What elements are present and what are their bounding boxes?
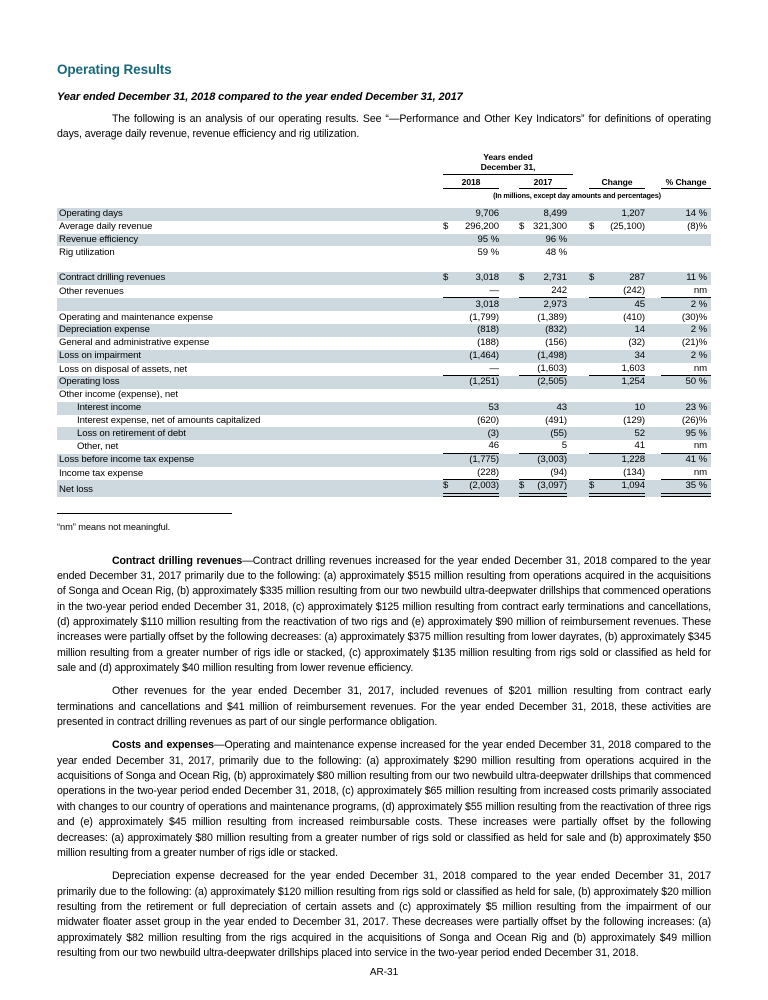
cell-change: 45 bbox=[634, 298, 645, 310]
table-row bbox=[57, 234, 711, 247]
cell-pct-change: nm bbox=[661, 467, 711, 481]
cell-2018: $ (2,003) bbox=[443, 480, 499, 497]
cell-pct-change: 41 % bbox=[685, 454, 707, 466]
row-label: Loss before income tax expense bbox=[59, 454, 195, 466]
table-row bbox=[57, 376, 711, 389]
row-label: Operating and maintenance expense bbox=[59, 311, 214, 323]
cell-2017: (1,389) bbox=[537, 311, 567, 323]
cell-2018: (1,251) bbox=[469, 376, 499, 388]
row-label: General and administrative expense bbox=[59, 337, 210, 349]
table-row bbox=[57, 337, 711, 350]
row-label: Rig utilization bbox=[59, 246, 115, 258]
column-headers-row bbox=[57, 177, 711, 189]
cell-2017: (2,505) bbox=[537, 376, 567, 388]
cell-2018: (228) bbox=[443, 467, 499, 481]
row-label: Other income (expense), net bbox=[59, 389, 178, 401]
cell-change: (242) bbox=[589, 285, 645, 299]
years-ended-span-header bbox=[443, 152, 573, 175]
cell-2017: (94) bbox=[519, 467, 567, 481]
operating-results-table bbox=[57, 208, 711, 497]
column-header-2017: 2017 bbox=[519, 177, 567, 189]
table-row bbox=[57, 324, 711, 337]
body-paragraph: Costs and expenses—Operating and maintenance expense increased for the year ended December 31, 2018 compared to the year ended December 31, 2017, primarily due to the following: (a) approximately $290 million resulting from operations acquired in the acquisitions of Songa and Ocean Rig, (b) approximately $80 million resulting from our two newbuild ultra-deepwater drillships that commenced operations in the two-year period ended December 31, 2018, (c) approximately $65 million resulting from increased costs primarily associated with changes to our country of operations and maintenance programs, (d) approximately $55 million resulting from the reactivation of three rigs and (e) approximately $45 million resulting from increased reimbursable costs. These increases were partially offset by the following decreases: (a) approximately $80 million resulting from a greater number of rigs sold or classified as held for sale and (b) approximately $50 million resulting from a greater number of rigs idle or stacked. bbox=[57, 739, 711, 859]
cell-change: 52 bbox=[634, 427, 645, 439]
cell-change: (134) bbox=[589, 467, 645, 481]
table-row bbox=[57, 285, 711, 299]
cell-change: 1,603 bbox=[589, 363, 645, 377]
cell-2017: (3,003) bbox=[537, 454, 567, 466]
cell-2018: (1,464) bbox=[469, 350, 499, 362]
table-header bbox=[57, 152, 711, 200]
cell-2018: 59 % bbox=[477, 246, 499, 258]
section-subheading: Year ended December 31, 2018 compared to the year ended December 31, 2017 bbox=[57, 91, 463, 103]
cell-2017: 96 % bbox=[545, 233, 567, 245]
body-paragraph: Other revenues for the year ended December 31, 2017, included revenues of $201 million resulting from contract early terminations and cancellations and $41 million of reimbursement revenues. For the year ended December 31, 2018, these activities are presented in contract drilling revenues as part of our single performance obligation. bbox=[57, 685, 711, 729]
table-row bbox=[57, 467, 711, 481]
body-paragraphs bbox=[57, 554, 711, 962]
row-label: Other, net bbox=[77, 441, 119, 453]
row-label: Interest expense, net of amounts capitalized bbox=[77, 414, 261, 426]
cell-change: $ (25,100) bbox=[589, 221, 645, 232]
cell-2017: $ 2,731 bbox=[519, 272, 567, 284]
table-row bbox=[57, 350, 711, 363]
cell-change: (32) bbox=[628, 337, 645, 349]
table-units-note: (In millions, except day amounts and percentages) bbox=[493, 190, 661, 200]
cell-change: 14 bbox=[634, 324, 645, 336]
table-row bbox=[57, 246, 711, 259]
cell-change: (410) bbox=[623, 311, 645, 323]
cell-2018: (1,799) bbox=[469, 311, 499, 323]
years-ended-line1: Years ended bbox=[483, 151, 533, 162]
cell-2018: $ 3,018 bbox=[443, 272, 499, 284]
cell-2017: 48 % bbox=[545, 246, 567, 258]
table-row bbox=[57, 208, 711, 221]
row-label: Loss on disposal of assets, net bbox=[59, 363, 188, 375]
cell-2018: (3) bbox=[487, 427, 499, 439]
cell-change: $ 1,094 bbox=[589, 480, 645, 497]
cell-change: 1,254 bbox=[621, 376, 645, 388]
row-label: Revenue efficiency bbox=[59, 233, 139, 245]
cell-pct-change: nm bbox=[661, 363, 711, 377]
cell-2018: (188) bbox=[477, 337, 499, 349]
footnote-divider bbox=[57, 513, 232, 514]
cell-pct-change: (26)% bbox=[681, 414, 707, 426]
cell-pct-change: 2 % bbox=[690, 298, 707, 310]
cell-change: 34 bbox=[634, 350, 645, 362]
body-paragraph: Depreciation expense decreased for the year ended December 31, 2018 compared to the year ended December 31, 2017 primarily due to the following: (a) approximately $120 million resulting from rigs sold or classified as held for sale, (b) approximately $20 million resulting from the retirement or full depreciation of certain assets and (c) approximately $5 million resulting from the impairment of our midwater floater asset group in the year ended to December 31, 2017. These decreases were partially offset by the following increases: (a) approximately $82 million resulting from the rigs acquired in the acquisitions of Songa and Ocean Rig and (b) approximately $49 million resulting from our two newbuild ultra-deepwater drillships placed into service in the two-year period ended December 31, 2018. bbox=[57, 870, 711, 959]
cell-pct-change: (21)% bbox=[681, 337, 707, 349]
cell-2018: — bbox=[443, 285, 499, 299]
row-label: Loss on impairment bbox=[59, 350, 141, 362]
table-row bbox=[57, 363, 711, 377]
cell-2017: 242 bbox=[519, 285, 567, 299]
row-label: Operating loss bbox=[59, 376, 120, 388]
cell-pct-change: 2 % bbox=[690, 324, 707, 336]
table-row bbox=[57, 298, 711, 311]
table-row bbox=[57, 440, 711, 454]
row-label: Average daily revenue bbox=[59, 221, 153, 232]
table-row bbox=[57, 454, 711, 467]
cell-2018: 53 bbox=[488, 402, 499, 414]
page-title: Operating Results bbox=[57, 62, 172, 77]
cell-2017: 2,973 bbox=[543, 298, 567, 310]
cell-2017: (156) bbox=[545, 337, 567, 349]
body-paragraph: Contract drilling revenues—Contract drilling revenues increased for the year ended December 31, 2018 compared to the year ended December 31, 2017 primarily due to the following: (a) approximately $515 million resulting from operations acquired in the acquisitions of Songa and Ocean Rig, (b) approximately $335 million resulting from our two newbuild ultra-deepwater drillships that commenced operations in the two-year period ended December 31, 2018, (c) approximately $125 million resulting from contract early terminations and cancellations, (d) approximately $110 million resulting from the reactivation of two rigs and (e) approximately $90 million of reimbursement revenues. These increases were partially offset by the following decreases: (a) approximately $375 million resulting from lower dayrates, (b) approximately $345 million resulting from a greater number of rigs idle or stacked, (c) approximately $135 million resulting from rigs sold or classified as held for sale and (d) approximately $40 million resulting from lower revenue efficiency. bbox=[57, 554, 711, 675]
intro-paragraph: The following is an analysis of our operating results. See “—Performance and Other Key Indicators” for definitions of operating days, average daily revenue, revenue efficiency and rig utilization. bbox=[57, 113, 711, 141]
row-label: Other revenues bbox=[59, 285, 124, 297]
table-row bbox=[57, 415, 711, 428]
footnote-text: “nm” means not meaningful. bbox=[57, 521, 171, 532]
cell-2017: 8,499 bbox=[543, 208, 567, 220]
cell-change: 41 bbox=[589, 440, 645, 454]
cell-2017: $ 321,300 bbox=[519, 221, 567, 232]
cell-2018: 9,706 bbox=[475, 208, 499, 220]
cell-pct-change: 95 % bbox=[685, 427, 707, 439]
table-row bbox=[57, 389, 711, 402]
cell-pct-change: 14 % bbox=[685, 208, 707, 220]
table-row bbox=[57, 259, 711, 272]
cell-2018: (620) bbox=[477, 414, 499, 426]
row-label: Operating days bbox=[59, 208, 123, 220]
cell-2017: (1,498) bbox=[537, 350, 567, 362]
cell-2017: $ (3,097) bbox=[519, 480, 567, 497]
cell-change: (129) bbox=[623, 414, 645, 426]
cell-2018: 95 % bbox=[477, 233, 499, 245]
cell-change: $ 287 bbox=[589, 272, 645, 284]
table-row bbox=[57, 221, 711, 234]
table-row bbox=[57, 480, 711, 497]
cell-2017: (832) bbox=[545, 324, 567, 336]
cell-pct-change: 35 % bbox=[661, 480, 711, 497]
cell-2018: $ 296,200 bbox=[443, 221, 499, 232]
cell-pct-change: 2 % bbox=[690, 350, 707, 362]
column-header-2018: 2018 bbox=[443, 177, 499, 189]
cell-pct-change: nm bbox=[661, 440, 711, 454]
cell-2018: (818) bbox=[477, 324, 499, 336]
table-row bbox=[57, 402, 711, 415]
row-label: Income tax expense bbox=[59, 467, 144, 479]
cell-pct-change: (30)% bbox=[681, 311, 707, 323]
row-label: Depreciation expense bbox=[59, 324, 150, 336]
cell-pct-change: nm bbox=[661, 285, 711, 299]
cell-change: 10 bbox=[634, 402, 645, 414]
years-ended-line2: December 31, bbox=[443, 162, 573, 175]
cell-2018: — bbox=[443, 363, 499, 377]
cell-2017: 43 bbox=[556, 402, 567, 414]
paragraph-lead-in: Contract drilling revenues bbox=[112, 554, 243, 567]
row-label: Contract drilling revenues bbox=[59, 272, 166, 284]
cell-2018: (1,775) bbox=[469, 454, 499, 466]
cell-pct-change: 23 % bbox=[685, 402, 707, 414]
cell-2017: 5 bbox=[519, 440, 567, 454]
table-row bbox=[57, 427, 711, 440]
cell-pct-change: (8)% bbox=[687, 221, 707, 232]
column-header-pct-change: % Change bbox=[661, 177, 711, 189]
cell-pct-change: 50 % bbox=[685, 376, 707, 388]
cell-2018: 46 bbox=[443, 440, 499, 454]
row-label: Loss on retirement of debt bbox=[77, 427, 186, 439]
table-row bbox=[57, 272, 711, 285]
cell-2017: (55) bbox=[550, 427, 567, 439]
cell-change: 1,207 bbox=[621, 208, 645, 220]
cell-2018: 3,018 bbox=[475, 298, 499, 310]
paragraph-lead-in: Costs and expenses bbox=[112, 739, 214, 752]
cell-pct-change: 11 % bbox=[686, 272, 707, 284]
column-header-change: Change bbox=[589, 177, 645, 189]
row-label: Interest income bbox=[77, 402, 142, 414]
cell-change: 1,228 bbox=[621, 454, 645, 466]
cell-2017: (1,603) bbox=[519, 363, 567, 377]
page-number: AR-31 bbox=[369, 967, 399, 978]
table-row bbox=[57, 311, 711, 324]
cell-2017: (491) bbox=[545, 414, 567, 426]
row-label: Net loss bbox=[59, 484, 93, 496]
